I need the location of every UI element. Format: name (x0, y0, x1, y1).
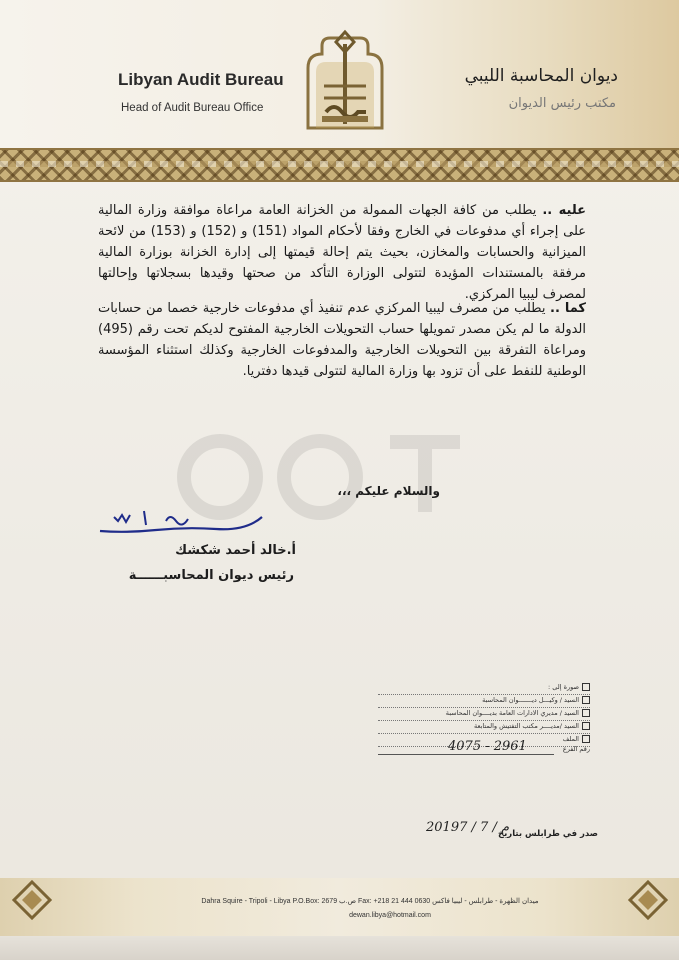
body-paragraph-1 (98, 200, 586, 305)
paragraph-1-text: يطلب من كافة الجهات الممولة من الخزانة العامة مراعاة موافقة وزارة المالية على إجراء أي مدفوعات في الخارج وفقا لأحكام المواد (151) و (152) و (153) من لائحة الميزانية والحسابات والمخازن، بحيث يتم إحالة قيمتها إلى إدارة الخزانة بوزارة المالية مرفقة بالمستندات المؤيدة لتتولى الوزارة التأكد من صحتها وقيدها بسجلاتها وإحالتها لمصرف ليبيا المركزي. (98, 203, 587, 302)
audit-bureau-emblem-icon (302, 28, 388, 130)
paragraph-1-lead: عليه .. (542, 203, 587, 218)
distribution-row: السيد /مديــــر مكتب التفتيش والمتابعة (378, 722, 590, 734)
distribution-row: صورة إلى : (378, 683, 590, 695)
signer-name: أ.خالد أحمد شكشك (175, 543, 296, 558)
footer-email: dewan.libya@hotmail.com (349, 912, 431, 919)
office-name-ar: مكتب رئيس الديوان (508, 96, 616, 111)
checkbox-icon (582, 722, 590, 730)
reference-number-label: رقم الفرع (562, 745, 590, 753)
checkbox-icon (582, 696, 590, 704)
distribution-row: السيد / وكيـــل ديـــــــوان المحاسبة (378, 696, 590, 708)
org-name-en: Libyan Audit Bureau (118, 70, 284, 89)
footer-address: Dahra Squire - Tripoli - Libya P.O.Box: 2679 ص.ب Fax: +218 21 444 0630 ميدان الظهرة - طرابلس - ليبيا فاكس (201, 898, 539, 905)
checkbox-icon (582, 683, 590, 691)
distribution-row: السيد / مديري الادارات العامة بديــــوان المحاسبة (378, 709, 590, 721)
checkbox-icon (582, 709, 590, 717)
handwritten-signature (96, 503, 266, 541)
signer-title: رئيس ديوان المحاسبــــــة (128, 568, 294, 583)
paragraph-2-text: يطلب من مصرف ليبيا المركزي عدم تنفيذ أي مدفوعات خارجية خصما من حسابات الدولة ما لم يكن مصدر تمويلها حساب التحويلات الخارجية المفتوح لديكم تحت رقم (495) ومراعاة التفرقة بين التحويلات الخارجية والمدفوعات الخارجية وكذلك استثناء المؤسسة الوطنية للنفط على أن تزود بها وزارة المالية لتتولى قيدها دفتريا. (98, 301, 586, 379)
ornamental-band (0, 148, 679, 182)
page-bottom-edge (0, 936, 679, 960)
distribution-row: الملف (378, 735, 590, 747)
reference-underline (378, 754, 554, 755)
ornament-icon (12, 880, 52, 920)
letter-footer (0, 878, 679, 936)
body-paragraph-2 (98, 298, 586, 382)
reference-number-value: 4075 - 2961 (448, 739, 527, 754)
issue-date: 2019م / 7 / 7 (426, 820, 510, 835)
org-name-ar: ديوان المحاسبة الليبي (464, 66, 618, 86)
reference-number-row (378, 739, 590, 757)
letterhead (0, 0, 679, 148)
paragraph-2-lead: كما .. (550, 301, 586, 316)
office-name-en: Head of Audit Bureau Office (121, 102, 264, 114)
ornament-icon (628, 880, 668, 920)
issue-place-label: صدر في طرابلس بتاريخ (497, 829, 598, 839)
closing-greeting: والسلام عليكم ،،، (337, 484, 440, 498)
